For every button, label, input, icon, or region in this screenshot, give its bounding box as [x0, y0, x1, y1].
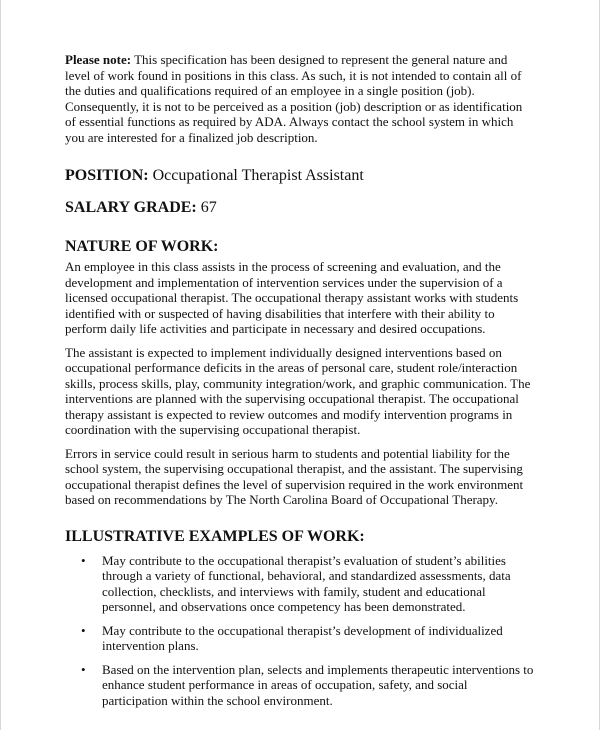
bullet-icon: • — [81, 622, 86, 638]
illustrative-examples-heading: ILLUSTRATIVE EXAMPLES OF WORK: — [65, 527, 365, 545]
nature-paragraph-3: Errors in service could result in serious harm to students and potential liability for the school system, the supervising occupational therapist, and the assistant. The supervising occupational therapist defines the level of supervision required in the work environment based on recommendations by The North Carolina Board of Occupational Therapy. — [65, 445, 524, 507]
illustrative-examples-section — [65, 527, 535, 709]
list-item — [81, 552, 535, 615]
salary-grade-line — [65, 198, 535, 218]
position-label: POSITION: — [65, 167, 149, 184]
nature-paragraph-1: An employee in this class assists in the process of screening and evaluation, and the development and implementation of intervention services under the supervision of a licensed occupational therapist. The occupational therapy assistant works with students identified with or suspected of having disabilities that interfere with their ability to perform daily life activities and participate in necessary and desired occupations. — [65, 259, 519, 336]
nature-of-work-heading: NATURE OF WORK: — [65, 238, 219, 255]
nature-paragraph-2: The assistant is expected to implement individually designed interventions based on occupational performance deficits in the areas of personal care, student role/interaction skills, process skills, play, community integration/work, and graphic communication. The interventions are planned with the supervising occupational therapist. The occupational therapy assistant is expected to review outcomes and modify intervention programs in coordination with the supervising occupational therapist. — [65, 344, 531, 437]
list-item — [81, 622, 535, 654]
examples-list — [65, 553, 535, 709]
note-label: Please note: — [65, 52, 132, 67]
note-text: This specification has been designed to represent the general nature and level of work found in positions in this class. As such, it is not intended to contain all of the duties and qualifications required of an employee in a single position (job). Consequently, it is not to be perceived as a position (job) description or as identification of essential functions as required by ADA. Always contact the school system in which you are interested for a finalized job description. — [65, 52, 523, 145]
position-value: Occupational Therapist Assistant — [148, 167, 364, 184]
bullet-icon: • — [81, 552, 86, 568]
list-item-text: May contribute to the occupational therapist’s development of individualized intervention plans. — [102, 622, 503, 653]
list-item-text: Based on the intervention plan, selects and implements therapeutic interventions to enhance student performance in areas of occupation, safety, and social participation within the school environment. — [102, 661, 534, 708]
salary-grade-label: SALARY GRADE: — [65, 199, 197, 216]
bullet-icon: • — [81, 661, 86, 677]
position-line — [65, 166, 535, 186]
disclaimer-note — [65, 52, 535, 145]
list-item-text: May contribute to the occupational therapist’s evaluation of student’s abilities through a variety of functional, behavioral, and standardized assessments, data collection, checklists, and interviews with family, student and educational personnel, and observations once competency has been demonstrated. — [102, 552, 511, 614]
list-item — [81, 661, 535, 709]
salary-grade-value: 67 — [196, 199, 217, 216]
nature-of-work-section — [65, 237, 535, 508]
